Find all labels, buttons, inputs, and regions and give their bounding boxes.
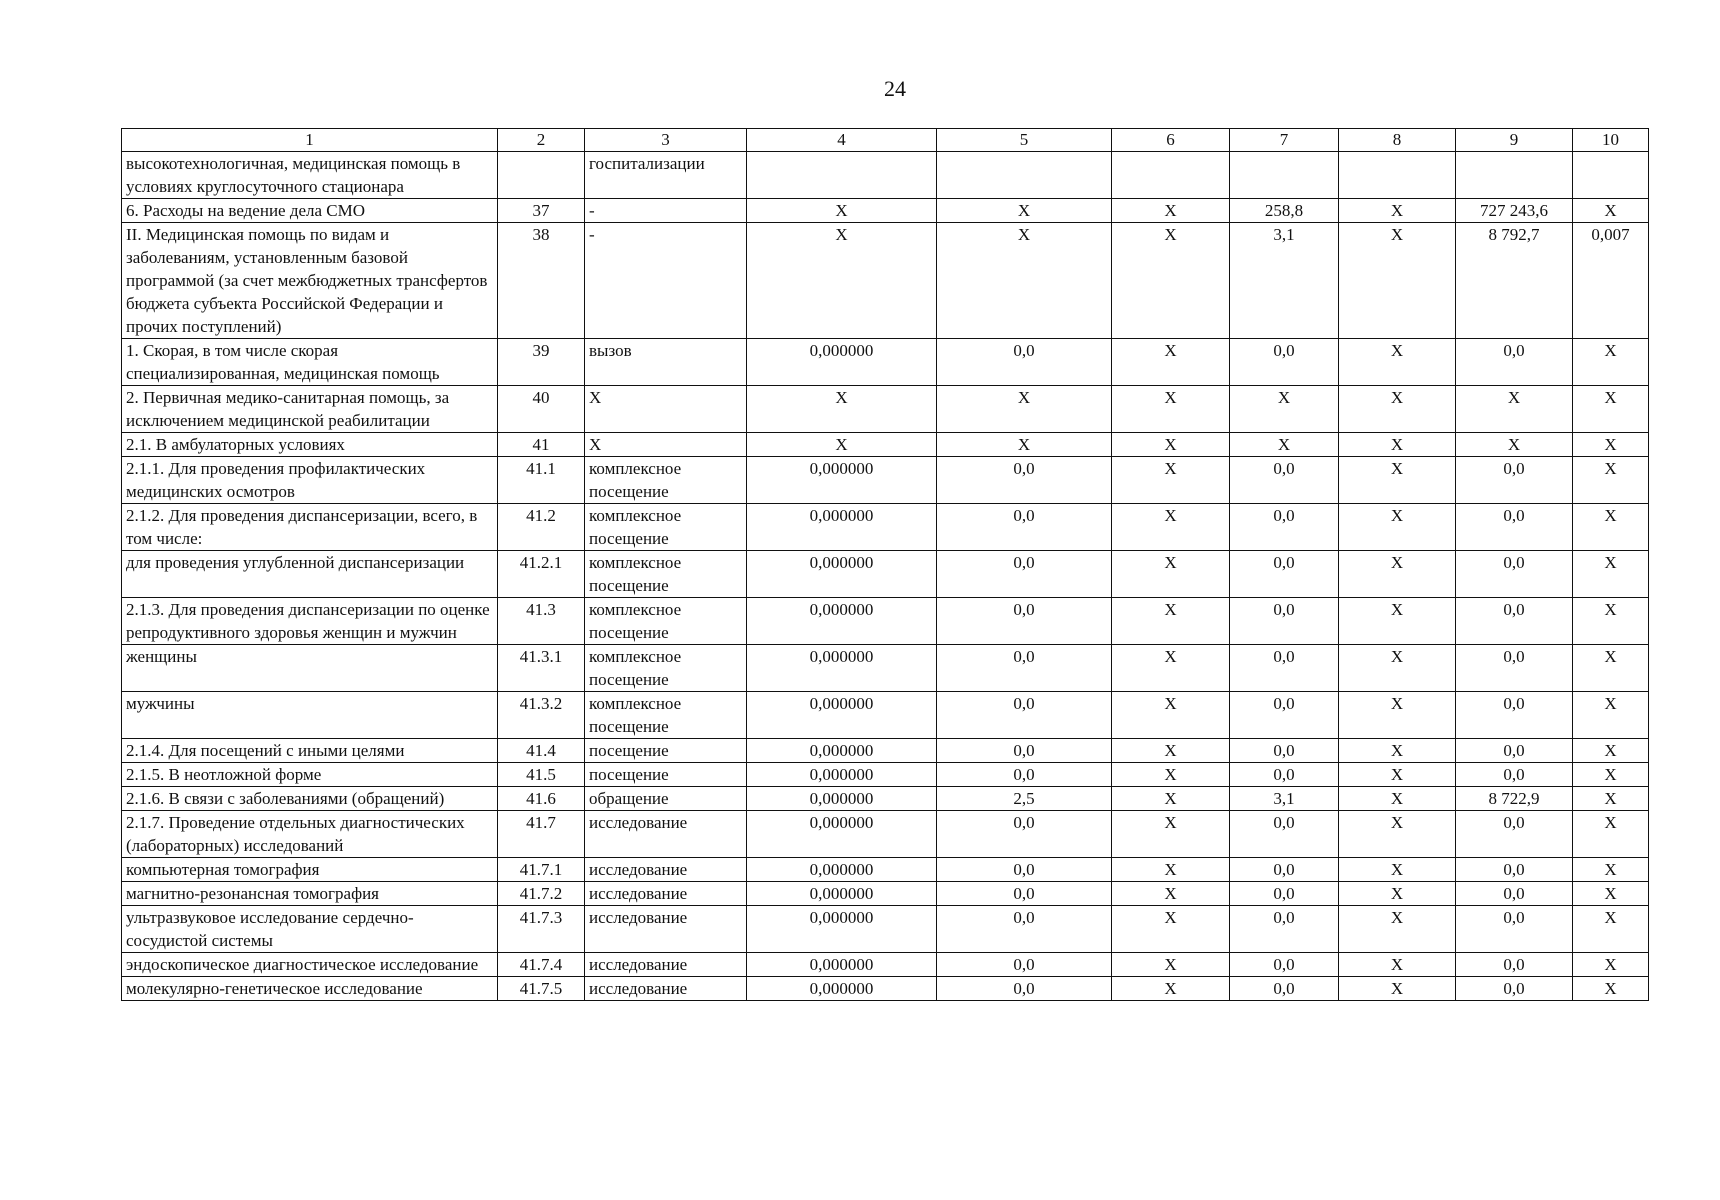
table-cell: X	[1456, 433, 1573, 457]
table-cell: X	[585, 386, 747, 433]
table-cell: магнитно-резонансная томография	[122, 882, 498, 906]
table-cell: -	[585, 223, 747, 339]
table-cell: X	[1456, 386, 1573, 433]
table-cell: 0,0	[1456, 953, 1573, 977]
table-cell: X	[1112, 386, 1230, 433]
table-row	[122, 811, 1649, 858]
table-cell: X	[1573, 787, 1649, 811]
table-cell: 0,0	[937, 504, 1112, 551]
table-cell: комплексное посещение	[585, 645, 747, 692]
table-cell: 41.6	[498, 787, 585, 811]
table-cell: 0,0	[1456, 882, 1573, 906]
column-header: 3	[585, 129, 747, 152]
table-cell: X	[1339, 457, 1456, 504]
table-cell: 0,000000	[747, 977, 937, 1001]
table-cell: 41.1	[498, 457, 585, 504]
table-cell: X	[1112, 977, 1230, 1001]
column-header: 10	[1573, 129, 1649, 152]
table-cell: 0,000000	[747, 551, 937, 598]
table-cell: 2.1.5. В неотложной форме	[122, 763, 498, 787]
table-cell: высокотехнологичная, медицинская помощь в условиях круглосуточного стационара	[122, 152, 498, 199]
table-cell: 0,0	[1230, 692, 1339, 739]
table-cell: 0,0	[1456, 504, 1573, 551]
table-cell: 0,000000	[747, 339, 937, 386]
table-cell: женщины	[122, 645, 498, 692]
table-cell: 41.7.1	[498, 858, 585, 882]
table-cell: X	[1112, 953, 1230, 977]
table-cell: X	[1112, 598, 1230, 645]
table-cell: 2.1.2. Для проведения диспансеризации, всего, в том числе:	[122, 504, 498, 551]
table-cell: X	[1112, 551, 1230, 598]
table-row	[122, 739, 1649, 763]
table-cell: 6. Расходы на ведение дела СМО	[122, 199, 498, 223]
table-cell: 37	[498, 199, 585, 223]
table-cell: X	[1112, 223, 1230, 339]
table-cell: 41.2.1	[498, 551, 585, 598]
table-cell: X	[1573, 811, 1649, 858]
table-cell: комплексное посещение	[585, 692, 747, 739]
table-cell: молекулярно-генетическое исследование	[122, 977, 498, 1001]
table-cell: 39	[498, 339, 585, 386]
table-cell: X	[1573, 199, 1649, 223]
table-cell: 41.7	[498, 811, 585, 858]
table-cell: 0,0	[1456, 811, 1573, 858]
table-cell: X	[1339, 977, 1456, 1001]
table-cell: X	[1573, 763, 1649, 787]
table-cell: 0,0	[1230, 504, 1339, 551]
table-cell: 0,0	[1456, 598, 1573, 645]
table-row	[122, 152, 1649, 199]
table-cell: 0,000000	[747, 787, 937, 811]
table-cell: X	[937, 433, 1112, 457]
table-row	[122, 457, 1649, 504]
table-cell: X	[1112, 504, 1230, 551]
table-cell: 41.4	[498, 739, 585, 763]
table-cell: X	[1573, 858, 1649, 882]
table-cell: исследование	[585, 906, 747, 953]
table-cell: X	[1573, 906, 1649, 953]
table-cell: X	[1573, 598, 1649, 645]
table-cell: X	[1112, 811, 1230, 858]
table-cell: 1. Скорая, в том числе скорая специализированная, медицинская помощь	[122, 339, 498, 386]
table-cell: обращение	[585, 787, 747, 811]
table-cell: X	[1573, 739, 1649, 763]
table-row	[122, 598, 1649, 645]
table-cell: X	[937, 386, 1112, 433]
table-cell: исследование	[585, 882, 747, 906]
table-cell: вызов	[585, 339, 747, 386]
table-cell: X	[1112, 906, 1230, 953]
table-row	[122, 692, 1649, 739]
table-cell: 0,000000	[747, 504, 937, 551]
table-cell: 0,0	[1230, 977, 1339, 1001]
table-cell: 41	[498, 433, 585, 457]
table-cell: X	[1339, 598, 1456, 645]
table-cell: 0,0	[1230, 598, 1339, 645]
table-cell: 0,0	[937, 457, 1112, 504]
table-cell: X	[1230, 433, 1339, 457]
table-cell: мужчины	[122, 692, 498, 739]
table-cell: X	[1339, 433, 1456, 457]
table-cell: X	[1339, 386, 1456, 433]
table-cell: 0,0	[937, 598, 1112, 645]
table-cell: 0,000000	[747, 598, 937, 645]
table-cell: 8 722,9	[1456, 787, 1573, 811]
table-cell: X	[1112, 645, 1230, 692]
table-cell	[937, 152, 1112, 199]
table-cell: X	[1339, 763, 1456, 787]
table-cell: X	[1573, 977, 1649, 1001]
table-cell: X	[1573, 386, 1649, 433]
table-cell: 38	[498, 223, 585, 339]
table-cell: X	[1339, 953, 1456, 977]
column-header: 2	[498, 129, 585, 152]
table-cell: 0,000000	[747, 457, 937, 504]
column-header: 4	[747, 129, 937, 152]
table-cell: 0,0	[1456, 339, 1573, 386]
table-row	[122, 223, 1649, 339]
table-cell: исследование	[585, 811, 747, 858]
table-cell: 41.3.1	[498, 645, 585, 692]
table-cell: ультразвуковое исследование сердечно-сосудистой системы	[122, 906, 498, 953]
table-cell: 0,000000	[747, 692, 937, 739]
column-header: 6	[1112, 129, 1230, 152]
header-row	[122, 129, 1649, 152]
table-cell: 0,0	[937, 882, 1112, 906]
table-cell: X	[1573, 692, 1649, 739]
table-cell	[747, 152, 937, 199]
table-cell: 0,0	[1230, 457, 1339, 504]
table-cell: 0,0	[937, 858, 1112, 882]
table-cell: 0,0	[937, 906, 1112, 953]
table-cell: 0,0	[1230, 551, 1339, 598]
table-cell: 0,0	[1230, 811, 1339, 858]
table-cell	[1339, 152, 1456, 199]
table-cell	[1456, 152, 1573, 199]
table-cell: комплексное посещение	[585, 598, 747, 645]
table-cell: 0,000000	[747, 882, 937, 906]
table-cell: компьютерная томография	[122, 858, 498, 882]
table-cell: X	[1339, 787, 1456, 811]
table-cell: исследование	[585, 977, 747, 1001]
table-row	[122, 882, 1649, 906]
table-row	[122, 977, 1649, 1001]
table-cell: 3,1	[1230, 223, 1339, 339]
table-cell: X	[1339, 906, 1456, 953]
table-cell	[1112, 152, 1230, 199]
table-cell	[1230, 152, 1339, 199]
column-header: 9	[1456, 129, 1573, 152]
table-cell: X	[747, 199, 937, 223]
table-cell: 2.1. В амбулаторных условиях	[122, 433, 498, 457]
table-cell: 0,0	[1230, 645, 1339, 692]
table-cell: 2.1.1. Для проведения профилактических медицинских осмотров	[122, 457, 498, 504]
table-row	[122, 386, 1649, 433]
table-cell: исследование	[585, 953, 747, 977]
table-cell: 0,007	[1573, 223, 1649, 339]
table-body	[122, 152, 1649, 1001]
table-cell: 8 792,7	[1456, 223, 1573, 339]
table-cell: II. Медицинская помощь по видам и заболеваниям, установленным базовой программой (за счет межбюджетных трансфертов бюджета субъекта Российской Федерации и прочих поступлений)	[122, 223, 498, 339]
table-cell: 727 243,6	[1456, 199, 1573, 223]
table-cell: 2.1.4. Для посещений с иными целями	[122, 739, 498, 763]
table-cell: X	[1573, 551, 1649, 598]
table-cell: X	[1112, 339, 1230, 386]
table-row	[122, 787, 1649, 811]
column-header: 8	[1339, 129, 1456, 152]
table-cell: 0,0	[1456, 858, 1573, 882]
table-cell: 0,0	[1230, 339, 1339, 386]
table-cell: 0,000000	[747, 763, 937, 787]
table-cell: 0,000000	[747, 739, 937, 763]
table-cell: посещение	[585, 739, 747, 763]
table-row	[122, 858, 1649, 882]
table-row	[122, 199, 1649, 223]
table-cell: 0,0	[1456, 457, 1573, 504]
table-cell: X	[1112, 882, 1230, 906]
table-cell: 41.3	[498, 598, 585, 645]
table-cell: 0,0	[937, 645, 1112, 692]
column-header: 1	[122, 129, 498, 152]
table-cell: 0,0	[937, 692, 1112, 739]
table-cell: 0,0	[1456, 645, 1573, 692]
table-cell: X	[1573, 433, 1649, 457]
table-cell: 0,0	[1456, 977, 1573, 1001]
table-cell: X	[1339, 858, 1456, 882]
table-cell: X	[747, 223, 937, 339]
table-cell: комплексное посещение	[585, 504, 747, 551]
table-cell: X	[1339, 645, 1456, 692]
table-cell: X	[1112, 457, 1230, 504]
table-cell: 0,0	[937, 551, 1112, 598]
table-row	[122, 906, 1649, 953]
table-cell: X	[1573, 645, 1649, 692]
table-cell: 2.1.7. Проведение отдельных диагностических (лабораторных) исследований	[122, 811, 498, 858]
table-cell: 2.1.6. В связи с заболеваниями (обращений)	[122, 787, 498, 811]
table-cell: X	[937, 199, 1112, 223]
table-cell: 258,8	[1230, 199, 1339, 223]
table-cell: эндоскопическое диагностическое исследование	[122, 953, 498, 977]
table-cell: X	[937, 223, 1112, 339]
table-cell: X	[1112, 433, 1230, 457]
table-cell: 0,0	[937, 339, 1112, 386]
table-cell: 0,0	[1456, 763, 1573, 787]
table-row	[122, 504, 1649, 551]
table-cell: 0,000000	[747, 645, 937, 692]
table-cell: X	[1112, 763, 1230, 787]
table-cell: X	[1230, 386, 1339, 433]
table-cell: комплексное посещение	[585, 457, 747, 504]
table-cell: X	[1573, 882, 1649, 906]
table-cell	[1573, 152, 1649, 199]
table-cell: X	[1573, 339, 1649, 386]
table-row	[122, 763, 1649, 787]
table-cell: 0,0	[1230, 882, 1339, 906]
table-cell: X	[1339, 739, 1456, 763]
table-cell: X	[1339, 223, 1456, 339]
table-cell: X	[1112, 199, 1230, 223]
table-row	[122, 339, 1649, 386]
table-row	[122, 953, 1649, 977]
table-cell: 0,0	[1230, 953, 1339, 977]
table-cell: 41.2	[498, 504, 585, 551]
table-cell: 0,0	[1456, 692, 1573, 739]
table-cell: X	[1339, 692, 1456, 739]
table-cell: для проведения углубленной диспансеризации	[122, 551, 498, 598]
data-table	[121, 128, 1649, 1001]
table-cell: X	[1573, 504, 1649, 551]
table-cell: 0,0	[1456, 739, 1573, 763]
table-cell: X	[1573, 953, 1649, 977]
table-cell: 0,0	[1230, 763, 1339, 787]
table-cell: 0,000000	[747, 811, 937, 858]
table-cell	[498, 152, 585, 199]
table-cell: 3,1	[1230, 787, 1339, 811]
table-cell: X	[1112, 692, 1230, 739]
table-header	[122, 129, 1649, 152]
table-cell: 41.5	[498, 763, 585, 787]
table-row	[122, 551, 1649, 598]
table-cell: X	[1339, 199, 1456, 223]
table-cell: 41.7.5	[498, 977, 585, 1001]
table-cell: X	[1112, 739, 1230, 763]
table-cell: 2,5	[937, 787, 1112, 811]
table-cell: 2.1.3. Для проведения диспансеризации по оценке репродуктивного здоровья женщин и мужчин	[122, 598, 498, 645]
table-cell: 0,0	[1230, 858, 1339, 882]
table-cell: 0,0	[1456, 551, 1573, 598]
table-cell: X	[1339, 551, 1456, 598]
table-cell: 41.7.2	[498, 882, 585, 906]
table-row	[122, 645, 1649, 692]
table-row	[122, 433, 1649, 457]
table-cell: X	[747, 433, 937, 457]
column-header: 7	[1230, 129, 1339, 152]
table-cell: X	[1339, 882, 1456, 906]
table-cell: 0,000000	[747, 858, 937, 882]
table-cell: исследование	[585, 858, 747, 882]
table-cell: 0,0	[937, 977, 1112, 1001]
table-cell: 41.7.4	[498, 953, 585, 977]
table-cell: госпитализации	[585, 152, 747, 199]
table-cell: X	[1112, 858, 1230, 882]
page-number: 24	[884, 76, 906, 101]
table-cell: X	[747, 386, 937, 433]
table-cell: 0,0	[937, 739, 1112, 763]
column-header: 5	[937, 129, 1112, 152]
table-cell: посещение	[585, 763, 747, 787]
table-cell: 0,0	[1456, 906, 1573, 953]
table-cell: 0,0	[937, 811, 1112, 858]
table-cell: 2. Первичная медико-санитарная помощь, за исключением медицинской реабилитации	[122, 386, 498, 433]
table-cell: 40	[498, 386, 585, 433]
table-cell: 0,0	[937, 763, 1112, 787]
table-cell: -	[585, 199, 747, 223]
table-cell: X	[1339, 811, 1456, 858]
table-cell: X	[1573, 457, 1649, 504]
table-cell: 0,000000	[747, 906, 937, 953]
table-cell: 0,0	[1230, 906, 1339, 953]
table-cell: 0,0	[937, 953, 1112, 977]
table-cell: X	[1112, 787, 1230, 811]
table-cell: X	[585, 433, 747, 457]
table-cell: X	[1339, 504, 1456, 551]
table-cell: комплексное посещение	[585, 551, 747, 598]
table-cell: 0,0	[1230, 739, 1339, 763]
table-cell: 41.3.2	[498, 692, 585, 739]
table-cell: 0,000000	[747, 953, 937, 977]
table-cell: X	[1339, 339, 1456, 386]
table-cell: 41.7.3	[498, 906, 585, 953]
